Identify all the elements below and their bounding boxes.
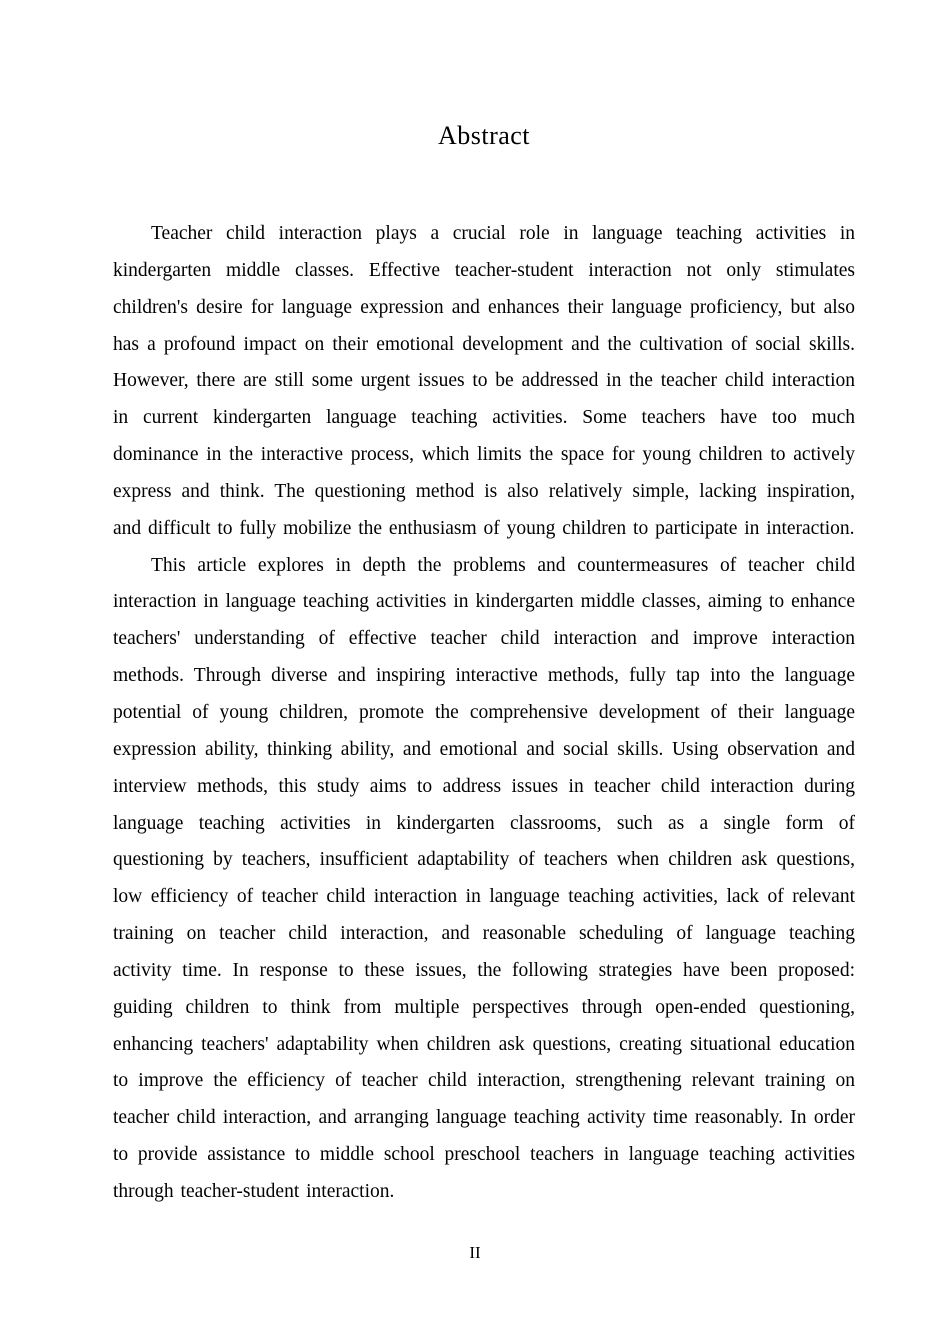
abstract-paragraph-1: Teacher child interaction plays a crucial role in language teaching activities in kindergarten middle classes. Effective teacher-student interaction not only stimulates children's desire for language expression and enhances their language proficiency, but also has a profound impact on their emotional development and the cultivation of social skills. However, there are still some urgent issues to be addressed in the teacher child interaction in current kindergarten language teaching activities. Some teachers have too much dominance in the interactive process, which limits the space for young children to actively express and think. The questioning method is also relatively simple, lacking inspiration, and difficult to fully mobilize the enthusiasm of young children to participate in interaction. (113, 223, 855, 539)
abstract-paragraph-2: This article explores in depth the problems and countermeasures of teacher child interaction in language teaching activities in kindergarten middle classes, aiming to enhance teachers' understanding of effective teacher child interaction and improve interaction methods. Through diverse and inspiring interactive methods, fully tap into the language potential of young children, promote the comprehensive development of their language expression ability, thinking ability, and emotional and social skills. Using observation and interview methods, this study aims to address issues in teacher child interaction during language teaching activities in kindergarten classrooms, such as a single form of questioning by teachers, insufficient adaptability of teachers when children ask questions, low efficiency of teacher child interaction in language teaching activities, lack of relevant training on teacher child interaction, and reasonable scheduling of language teaching activity time. In response to these issues, the following strategies have been proposed: guiding children to think from multiple perspectives through open-ended questioning, enhancing teachers' adaptability when children ask questions, creating situational education to improve the efficiency of teacher child interaction, strengthening relevant training on teacher child interaction, and arranging language teaching activity time reasonably. In order to provide assistance to middle school preschool teachers in language teaching activities through teacher-student interaction. (113, 554, 855, 1202)
abstract-body (113, 216, 855, 1211)
page-number: II (469, 1243, 481, 1262)
page-title: Abstract (437, 121, 531, 150)
